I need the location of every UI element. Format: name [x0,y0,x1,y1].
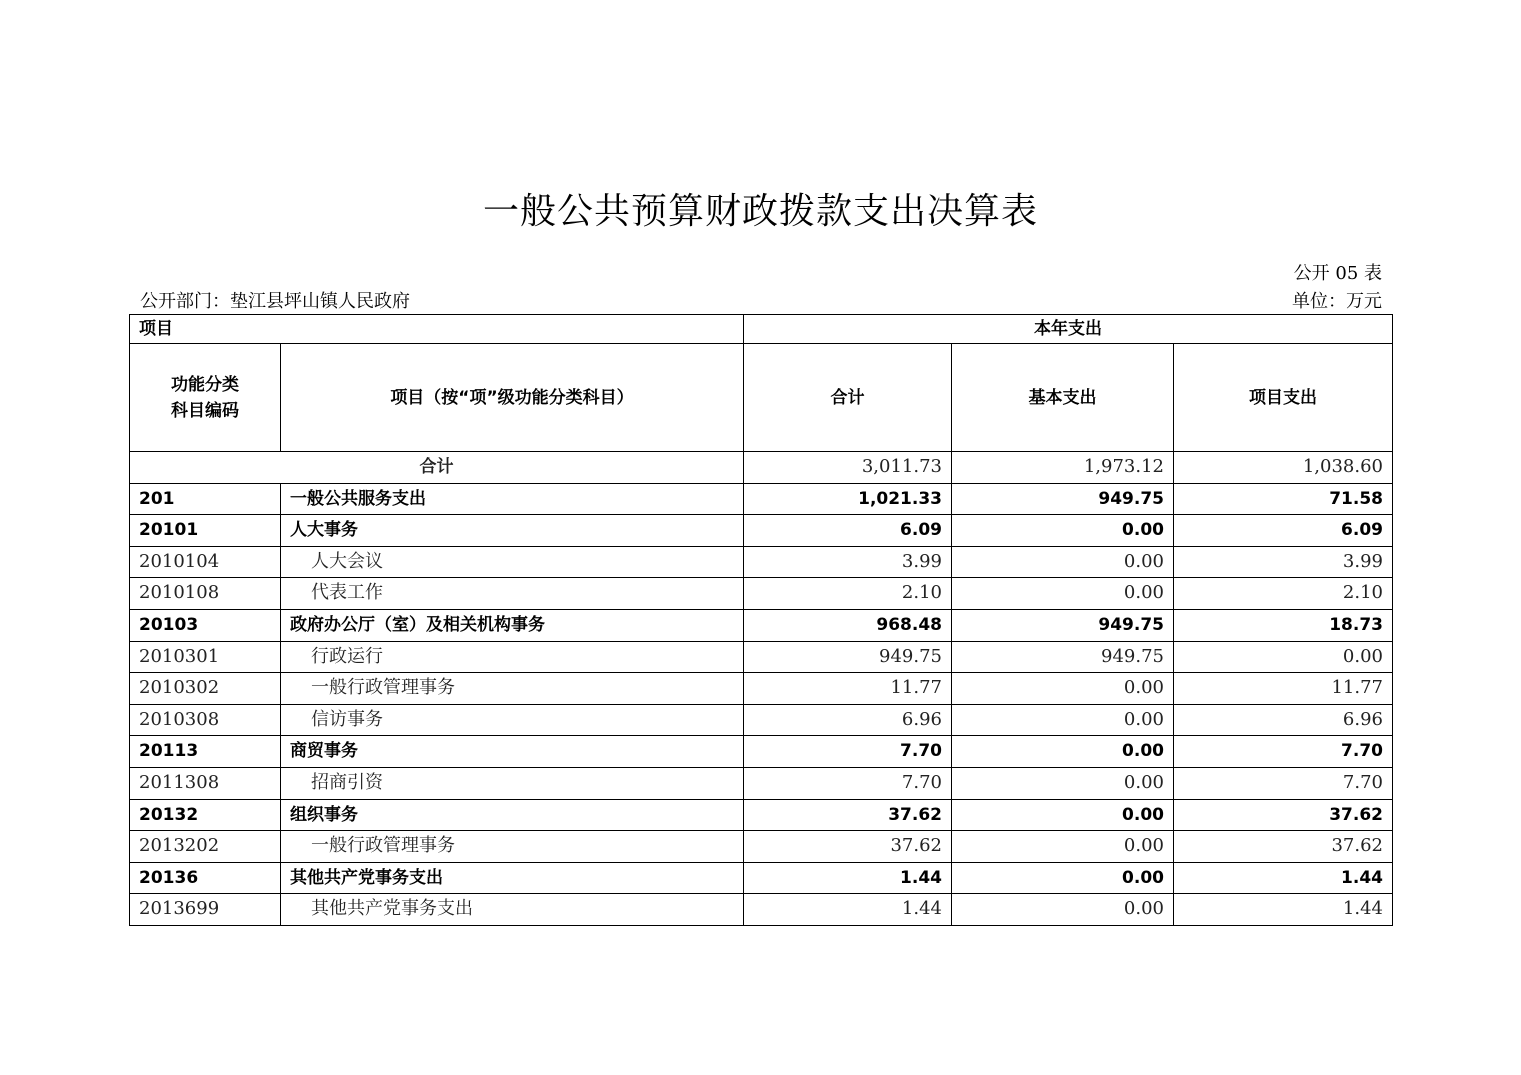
row-project: 1.44 [1174,862,1393,894]
row-total: 37.62 [744,799,952,831]
row-name: 商贸事务 [281,736,744,768]
row-name: 组织事务 [281,799,744,831]
header-code-line1: 功能分类 [171,374,239,395]
header-project-exp: 项目支出 [1174,344,1393,452]
total-basic: 1,973.12 [952,452,1174,484]
row-basic: 0.00 [952,546,1174,578]
row-basic: 0.00 [952,831,1174,863]
row-code: 2010302 [130,673,281,705]
row-name: 代表工作 [281,578,744,610]
row-project: 2.10 [1174,578,1393,610]
row-basic: 0.00 [952,704,1174,736]
row-total: 7.70 [744,767,952,799]
row-name: 一般行政管理事务 [281,831,744,863]
row-name: 信访事务 [281,704,744,736]
row-basic: 949.75 [952,641,1174,673]
row-total: 37.62 [744,831,952,863]
row-name: 人大会议 [281,546,744,578]
table-row [130,515,1393,547]
row-total: 1.44 [744,894,952,926]
row-code: 2010308 [130,704,281,736]
row-basic: 0.00 [952,767,1174,799]
row-project: 37.62 [1174,831,1393,863]
row-project: 37.62 [1174,799,1393,831]
row-basic: 0.00 [952,515,1174,547]
header-basic: 基本支出 [952,344,1174,452]
row-project: 7.70 [1174,767,1393,799]
row-code: 2013699 [130,894,281,926]
row-code: 2010301 [130,641,281,673]
header-row-1 [130,315,1393,344]
row-total: 949.75 [744,641,952,673]
table-row [130,862,1393,894]
table-row [130,831,1393,863]
row-code: 20136 [130,862,281,894]
row-basic: 949.75 [952,483,1174,515]
table-row [130,799,1393,831]
unit-label: 单位：万元 [1292,291,1382,312]
row-code: 2013202 [130,831,281,863]
table-row [130,483,1393,515]
row-name: 政府办公厅（室）及相关机构事务 [281,609,744,641]
table-row [130,641,1393,673]
table-row [130,736,1393,768]
total-project: 1,038.60 [1174,452,1393,484]
row-basic: 949.75 [952,609,1174,641]
row-name: 一般行政管理事务 [281,673,744,705]
row-basic: 0.00 [952,578,1174,610]
row-basic: 0.00 [952,736,1174,768]
row-code: 2011308 [130,767,281,799]
row-project: 0.00 [1174,641,1393,673]
header-code-line2: 科目编码 [171,400,239,421]
budget-table [129,314,1393,926]
row-total: 7.70 [744,736,952,768]
department-label: 公开部门：垫江县坪山镇人民政府 [140,291,410,312]
header-total: 合计 [744,344,952,452]
table-row [130,704,1393,736]
row-name: 其他共产党事务支出 [281,894,744,926]
row-project: 71.58 [1174,483,1393,515]
form-number: 公开 05 表 [1293,263,1382,284]
header-project: 项目 [130,315,744,344]
total-total: 3,011.73 [744,452,952,484]
row-basic: 0.00 [952,799,1174,831]
row-name: 一般公共服务支出 [281,483,744,515]
row-code: 20101 [130,515,281,547]
row-total: 2.10 [744,578,952,610]
row-code: 2010108 [130,578,281,610]
table-row [130,767,1393,799]
row-total: 6.09 [744,515,952,547]
row-project: 18.73 [1174,609,1393,641]
row-code: 201 [130,483,281,515]
row-project: 1.44 [1174,894,1393,926]
row-basic: 0.00 [952,673,1174,705]
row-project: 3.99 [1174,546,1393,578]
row-project: 7.70 [1174,736,1393,768]
header-item-name: 项目（按“项”级功能分类科目） [281,344,744,452]
row-total: 11.77 [744,673,952,705]
total-row [130,452,1393,484]
row-total: 968.48 [744,609,952,641]
table-row [130,609,1393,641]
header-this-year: 本年支出 [744,315,1393,344]
row-name: 其他共产党事务支出 [281,862,744,894]
table-row [130,546,1393,578]
row-project: 11.77 [1174,673,1393,705]
row-code: 20132 [130,799,281,831]
row-basic: 0.00 [952,862,1174,894]
table-row [130,894,1393,926]
table-row [130,578,1393,610]
total-label: 合计 [130,452,744,484]
row-project: 6.96 [1174,704,1393,736]
header-code [130,344,281,452]
row-total: 6.96 [744,704,952,736]
row-code: 20113 [130,736,281,768]
row-name: 行政运行 [281,641,744,673]
row-total: 1.44 [744,862,952,894]
row-code: 2010104 [130,546,281,578]
row-total: 3.99 [744,546,952,578]
row-code: 20103 [130,609,281,641]
table-row [130,673,1393,705]
row-name: 人大事务 [281,515,744,547]
row-total: 1,021.33 [744,483,952,515]
row-basic: 0.00 [952,894,1174,926]
row-name: 招商引资 [281,767,744,799]
header-row-2 [130,344,1393,452]
page-title: 一般公共预算财政拨款支出决算表 [482,191,1038,232]
row-project: 6.09 [1174,515,1393,547]
